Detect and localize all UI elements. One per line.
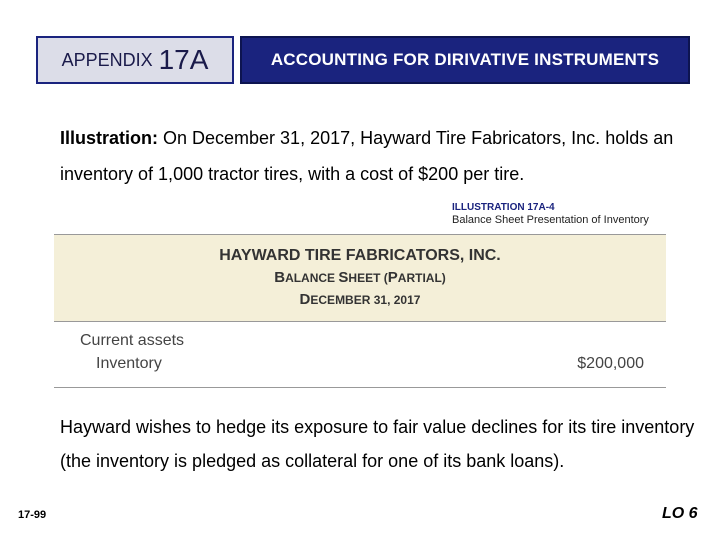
appendix-number: 17A	[158, 44, 209, 75]
slide-number: 17-99	[18, 509, 47, 521]
balance-sheet-body	[54, 322, 666, 388]
slide-title-banner	[240, 36, 690, 84]
slide-title: ACCOUNTING FOR DIRIVATIVE INSTRUMENTS	[270, 50, 660, 69]
intro-text: On December 31, 2017, Hayward Tire Fabricators, Inc. holds an inventory of 1,000 tractor tires, with a cost of $200 per tire.	[60, 128, 674, 184]
line-item-amount: $200,000	[577, 355, 644, 372]
intro-label: Illustration:	[60, 128, 158, 148]
balance-sheet-header	[54, 234, 666, 322]
intro-paragraph	[60, 120, 680, 192]
section-label: Current assets	[80, 332, 185, 349]
line-item-label: Inventory	[96, 355, 162, 372]
statement-title: BALANCE SHEET (PARTIAL)	[274, 269, 446, 286]
illustration-reference	[452, 201, 649, 227]
company-name: HAYWARD TIRE FABRICATORS, INC.	[219, 247, 501, 264]
appendix-word: APPENDIX	[61, 49, 153, 70]
statement-date: DECEMBER 31, 2017	[299, 291, 421, 308]
appendix-label	[36, 36, 234, 84]
learning-objective: LO 6	[662, 505, 698, 522]
illustration-number: ILLUSTRATION 17A-4	[452, 202, 555, 213]
balance-sheet-panel	[54, 234, 666, 386]
hedge-paragraph: Hayward wishes to hedge its exposure to fair value declines for its tire inventory (the inventory is pledged as collateral for one of its bank loans).	[60, 417, 695, 471]
illustration-caption: Balance Sheet Presentation of Inventory	[452, 214, 649, 226]
